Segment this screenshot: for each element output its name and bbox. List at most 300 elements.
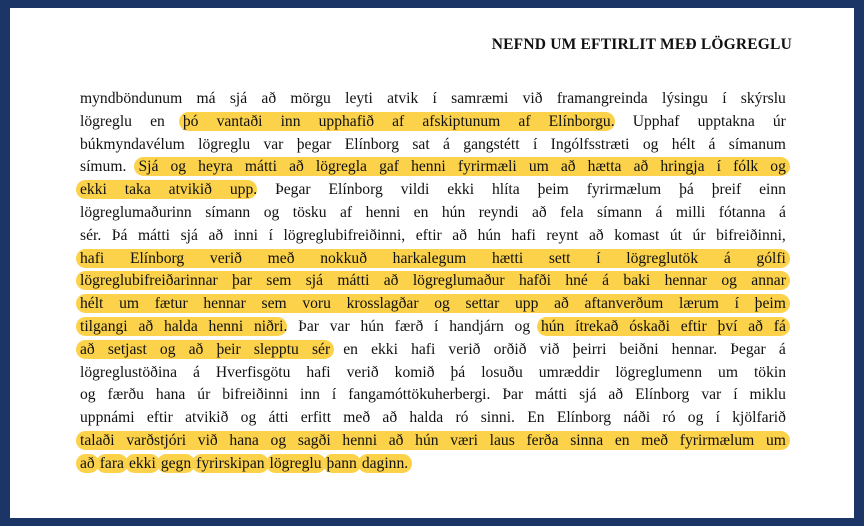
plain-text: og [642,135,659,153]
highlighted-text: um [759,431,790,450]
plain-text: Upphaf [632,112,680,130]
plain-text: þreif [711,181,742,199]
word [722,88,726,111]
word [205,202,250,225]
word [557,88,648,111]
plain-text: atvik [387,90,419,107]
plain-text: ró [662,409,676,427]
word [254,339,299,362]
text-line [80,134,786,157]
word [729,134,786,157]
word [448,339,480,362]
word [716,407,720,430]
highlighted-text: vantaði [207,112,273,131]
plain-text: eftir [146,409,173,427]
plain-text: framangreinda [556,90,648,107]
word [112,225,128,248]
highlighted-text: Elínborgu [539,112,615,131]
word [80,179,107,202]
plain-text: fyrirmælum [586,181,662,199]
word [371,339,398,362]
word [709,134,716,157]
plain-text: færðu [107,386,144,404]
highlighted-text: að [282,157,311,176]
word [345,88,373,111]
word [164,316,198,339]
word [389,430,404,453]
plain-text: Þegar [730,340,766,358]
word [770,156,786,179]
word [342,430,377,453]
plain-text: við [522,90,543,107]
word [660,156,704,179]
highlighted-text: að [545,294,577,313]
plain-text: hafi [511,226,536,244]
plain-text: lögreglumaðurinn [80,203,192,221]
word [327,453,357,476]
word [108,339,147,362]
word [281,111,301,134]
word [458,156,517,179]
plain-text: vildi [400,181,430,199]
word [557,407,611,430]
word [156,384,185,407]
word [620,339,659,362]
highlighted-text: slepptu [246,340,306,359]
plain-text: hélt [671,135,696,153]
plain-text: í [733,386,738,404]
word [679,179,694,202]
plain-text: á [708,135,716,153]
plain-text: og [263,203,280,221]
word [718,316,738,339]
word [80,88,182,111]
word [275,179,311,202]
word [147,407,173,430]
text-line [80,407,786,430]
word [466,293,500,316]
word [119,293,139,316]
word [298,430,331,453]
plain-text: þegar [296,135,332,153]
highlighted-text: upp [506,294,547,313]
word [716,225,786,248]
word [717,156,721,179]
word [539,362,600,385]
plain-text: hafi [411,340,436,358]
word [415,430,438,453]
highlighted-text: sem [253,294,296,313]
plain-text: ekki [371,340,398,358]
text-line [80,88,786,111]
word [185,407,228,430]
word [203,293,245,316]
word [492,179,520,202]
plain-text: þá [450,363,466,381]
highlighted-text: gólfi [743,249,790,268]
plain-text: sjá [229,90,248,107]
highlighted-text: ferða [520,431,566,450]
word [719,202,766,225]
plain-text: komið [394,363,435,381]
highlighted-text: mátti [329,271,377,290]
plain-text: Þar [502,386,524,404]
highlighted-text: upphafið [309,112,385,131]
highlighted-text: og [264,431,293,450]
plain-text: leyti [345,90,373,107]
plain-text: komast [614,226,660,244]
plain-text: upptakna [697,112,755,130]
word [210,248,242,271]
word [80,407,135,430]
word [587,179,662,202]
plain-text: símann [596,203,643,221]
word [447,179,474,202]
plain-text: Þegar [275,181,311,199]
text-line [80,202,786,225]
plain-text: má [196,90,216,107]
highlighted-text: af [382,112,414,131]
word [197,88,216,111]
plain-text: tökin [753,363,786,381]
highlighted-text: henni [404,157,453,176]
plain-text: inni [233,226,259,244]
highlighted-text: hafi [76,249,118,268]
plain-text: í [268,226,273,244]
highlighted-text: sér [304,340,334,359]
text-line [80,179,786,202]
plain-text: Elínborg [328,181,383,199]
plain-text: mátti [535,386,568,404]
plain-text: var [701,386,722,404]
highlighted-text: hafði [511,271,559,290]
word [494,339,527,362]
highlighted-text: fyrirmælum [673,431,761,450]
plain-text: náði [623,409,651,427]
plain-text: í [331,386,337,404]
word [387,88,418,111]
highlighted-text: voru [293,294,339,313]
word [319,111,374,134]
word [614,225,659,248]
plain-text: og [80,386,96,404]
word [663,407,676,430]
word [451,362,466,385]
highlighted-text: og [425,294,458,313]
text-line [80,453,786,476]
word [451,88,508,111]
word [208,225,223,248]
text-line [80,248,786,271]
word [633,111,680,134]
word [222,384,288,407]
highlighted-text: annar [743,271,790,290]
word [518,111,530,134]
plain-text: . [610,112,615,130]
highlighted-text: og [763,157,790,176]
plain-text: símanum [728,135,786,153]
word [698,111,755,134]
highlighted-text: við [191,431,225,450]
word [523,88,543,111]
word [266,270,291,293]
word [189,339,204,362]
text-line [80,362,786,385]
plain-text: í [532,135,538,153]
plain-text: inn [300,386,320,404]
highlighted-text: óskaði [623,317,677,336]
plain-text: lögreglubifreiðinni, [283,226,406,244]
word [241,407,257,430]
word [193,362,200,385]
word [382,407,397,430]
plain-text: Þá [111,226,128,244]
plain-text: lögreglumenn [615,363,703,381]
highlighted-text: að [76,454,99,473]
plain-text: við [539,340,560,358]
word [672,339,717,362]
word [526,430,558,453]
word [575,316,618,339]
highlighted-text: í [726,294,748,313]
highlighted-text: talaði [76,431,121,450]
word [412,134,429,157]
word [779,202,786,225]
highlighted-text: sem [258,271,299,290]
word [80,430,115,453]
word [366,202,401,225]
plain-text: gangstétt [463,135,520,153]
highlighted-text: um [110,294,148,313]
highlighted-text: henni [202,317,249,336]
highlighted-text: upp [220,180,257,199]
highlighted-text: setjast [100,340,154,359]
word [80,270,218,293]
word [312,339,330,362]
plain-text: tösku [292,203,327,221]
text-line [80,293,786,316]
highlighted-text: væri [443,431,484,450]
text-line [80,384,786,407]
word [297,134,332,157]
word [733,156,758,179]
word [554,293,569,316]
word [362,453,408,476]
plain-text: . [253,181,258,199]
highlighted-text: hún [408,431,445,450]
word [741,88,786,111]
plain-text: mátti [137,226,171,244]
word [608,384,623,407]
word [345,134,399,157]
highlighted-text: sagði [291,431,338,450]
word [329,179,383,202]
word [759,179,786,202]
highlighted-text: í [582,249,614,268]
plain-text: að [452,226,468,244]
word [80,225,101,248]
plain-text: átti [268,409,289,427]
highlighted-text: fólk [726,157,765,176]
word [549,248,571,271]
word [347,362,379,385]
word [155,293,188,316]
word [80,293,103,316]
page-header: NEFND UM EFTIRLIT MEÐ LÖGREGLU [491,36,792,53]
highlighted-text: hætti [478,249,537,268]
word [449,316,504,339]
plain-text: handjárn [449,317,504,335]
highlighted-text: á [594,271,617,290]
word [615,362,702,385]
word [641,430,668,453]
plain-text: í [722,90,727,107]
word [230,179,257,202]
text-line [80,111,786,134]
word [413,270,505,293]
word [527,407,544,430]
plain-text: úr [692,226,706,244]
highlighted-text: fara [96,454,128,473]
word [416,225,442,248]
word [626,248,698,271]
word [230,88,247,111]
word [733,384,737,407]
highlighted-text: hringja [653,157,711,176]
word [515,293,538,316]
plain-text: Þar [298,317,319,335]
word [721,270,737,293]
word [197,384,210,407]
highlighted-text: afskiptunum [412,112,510,131]
word [198,134,250,157]
plain-text: á [655,203,663,221]
word [560,202,583,225]
word [549,111,615,134]
highlighted-text: lögregla [309,157,374,176]
word [229,430,258,453]
highlighted-text: laus [483,431,522,450]
plain-text: að [382,409,398,427]
word [479,202,519,225]
highlighted-text: hennar [656,271,715,290]
highlighted-text: Sjá [134,157,165,176]
plain-text: á [193,363,200,381]
highlighted-text: gegn [157,454,195,473]
plain-text: með [343,409,371,427]
word [320,248,367,271]
highlighted-text: lögreglu [266,454,326,473]
word [80,202,192,225]
plain-text: samræmi [451,90,509,107]
word [573,339,607,362]
plain-text: miklu [749,386,786,404]
plain-text: sér. [80,226,102,244]
word [635,384,689,407]
highlighted-text: mátti [238,157,284,176]
word [701,384,721,407]
highlighted-text: ítrekað [569,317,625,336]
word [490,430,515,453]
word [589,225,604,248]
word [732,407,786,430]
word [551,134,630,157]
highlighted-text: en [608,431,636,450]
word [422,111,500,134]
word [450,430,478,453]
highlighted-text: um [522,157,556,176]
highlighted-text: baki [615,271,658,290]
word [676,202,705,225]
word [306,362,330,385]
plain-text: sat [412,135,430,153]
plain-text: sjá [180,226,198,244]
word [718,362,738,385]
word [679,293,719,316]
word [688,407,704,430]
plain-text: og [514,317,531,335]
word [478,225,501,248]
highlighted-text: og [713,271,745,290]
plain-text: sjá [579,386,597,404]
word [481,407,515,430]
word [433,88,437,111]
word [330,316,350,339]
plain-text: að [261,90,277,107]
plain-text: ekki [447,181,475,199]
highlighted-text: lögreglubifreiðarinnar [76,271,226,290]
word [409,407,443,430]
highlighted-text: henni [336,431,384,450]
plain-text: í [434,317,439,335]
word [730,339,766,362]
highlighted-text: hún [537,317,571,336]
plain-text: en [343,340,358,358]
word [693,225,706,248]
word [232,270,252,293]
word [393,248,467,271]
word [245,156,277,179]
word [298,316,319,339]
plain-text: skýrslu [740,90,786,107]
word [217,111,263,134]
word [751,270,786,293]
word [138,316,153,339]
plain-text: á [778,340,786,358]
plain-text: hlíta [491,181,520,199]
word [80,134,185,157]
word [535,384,567,407]
word [289,156,304,179]
plain-text: uppnámi [80,409,135,427]
word [181,225,198,248]
plain-text: þá [679,181,694,199]
word [411,156,446,179]
word [443,134,450,157]
word [302,293,331,316]
word [395,316,424,339]
word [169,179,212,202]
word [183,111,199,134]
highlighted-text: af [508,112,540,131]
word [596,248,600,271]
word [301,407,331,430]
plain-text: að [208,226,224,244]
highlighted-text: ekki [76,180,117,199]
plain-text: var [329,317,350,335]
highlighted-text: að [376,271,407,290]
plain-text: en [150,112,165,130]
